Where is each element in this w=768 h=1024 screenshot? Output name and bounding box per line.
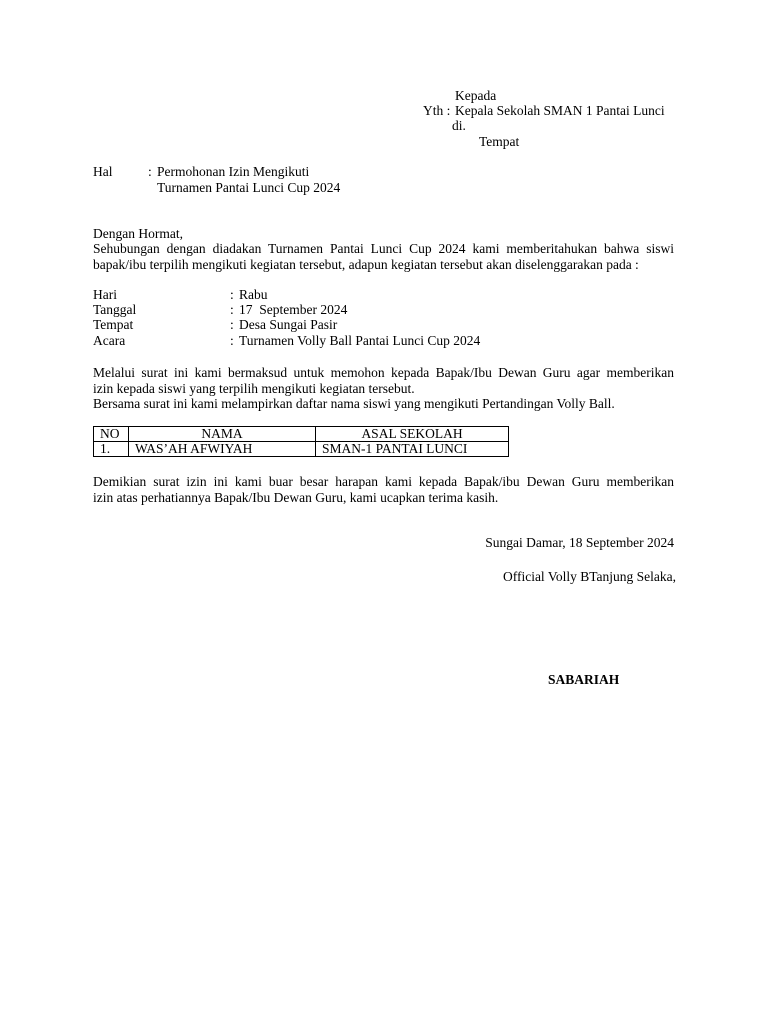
detail-value-tanggal: 17 September 2024: [239, 302, 348, 317]
detail-label-hari: Hari: [93, 287, 117, 302]
request-line-1: Melalui surat ini kami bermaksud untuk memohon kepada Bapak/Ibu Dewan Guru agar memberikan: [93, 365, 674, 380]
detail-label-tempat: Tempat: [93, 317, 134, 332]
table-cell-nama: WAS’AH AFWIYAH: [129, 442, 316, 457]
recipient-yth-value: Kepala Sekolah SMAN 1 Pantai Lunci: [455, 103, 665, 118]
hal-line-2: Turnamen Pantai Lunci Cup 2024: [157, 180, 341, 195]
request-line-2: izin kepada siswi yang terpilih mengikuti kegiatan tersebut.: [93, 380, 415, 396]
place-date: Sungai Damar, 18 September 2024: [485, 535, 674, 550]
intro-line-2: bapak/ibu terpilih mengikuti kegiatan tersebut, adapun kegiatan tersebut akan diselenggarakan pada :: [93, 256, 639, 272]
request-paragraph: [93, 365, 674, 412]
table-header-row: [94, 427, 509, 442]
closing-line-2: izin atas perhatiannya Bapak/Ibu Dewan Guru, kami ucapkan terima kasih.: [93, 489, 499, 505]
closing-line-1: Demikian surat izin ini kami buar besar harapan kami kepada Bapak/ibu Dewan Guru memberikan: [93, 474, 674, 489]
table-header-nama: NAMA: [129, 427, 316, 442]
signer-title: Official Volly BTanjung Selaka,: [502, 569, 676, 584]
signer-name: SABARIAH: [548, 672, 620, 687]
hal-label: Hal: [93, 164, 113, 179]
detail-colon-tanggal: :: [230, 302, 234, 317]
detail-value-tempat: Desa Sungai Pasir: [239, 317, 338, 332]
table-cell-asal-sekolah: SMAN-1 PANTAI LUNCI: [316, 442, 509, 457]
recipient-di: di.: [452, 118, 466, 133]
table-header-asal-sekolah: ASAL SEKOLAH: [316, 427, 509, 442]
intro-line-1: Sehubungan dengan diadakan Turnamen Pantai Lunci Cup 2024 kami memberitahukan bahwa siswi: [93, 241, 674, 256]
table-cell-no: 1.: [94, 442, 129, 457]
detail-value-hari: Rabu: [239, 287, 268, 302]
detail-label-tanggal: Tanggal: [93, 302, 137, 317]
recipient-kepada: Kepada: [455, 88, 497, 103]
detail-label-acara: Acara: [93, 333, 126, 348]
detail-colon-acara: :: [230, 333, 234, 348]
table-row: [94, 442, 509, 457]
closing-paragraph: [93, 474, 674, 505]
detail-colon-hari: :: [230, 287, 234, 302]
detail-value-acara: Turnamen Volly Ball Pantai Lunci Cup 2024: [239, 333, 481, 348]
student-table: [93, 426, 509, 457]
hal-line-1: Permohonan Izin Mengikuti: [157, 164, 310, 179]
detail-colon-tempat: :: [230, 317, 234, 332]
hal-colon: :: [148, 164, 152, 179]
recipient-yth-label: Yth :: [423, 103, 451, 118]
request-line-3: Bersama surat ini kami melampirkan daftar nama siswi yang mengikuti Pertandingan Volly Ball.: [93, 396, 615, 411]
recipient-tempat: Tempat: [479, 134, 520, 149]
intro-paragraph: [93, 241, 674, 272]
greeting: Dengan Hormat,: [93, 226, 183, 241]
table-header-no: NO: [94, 427, 129, 442]
